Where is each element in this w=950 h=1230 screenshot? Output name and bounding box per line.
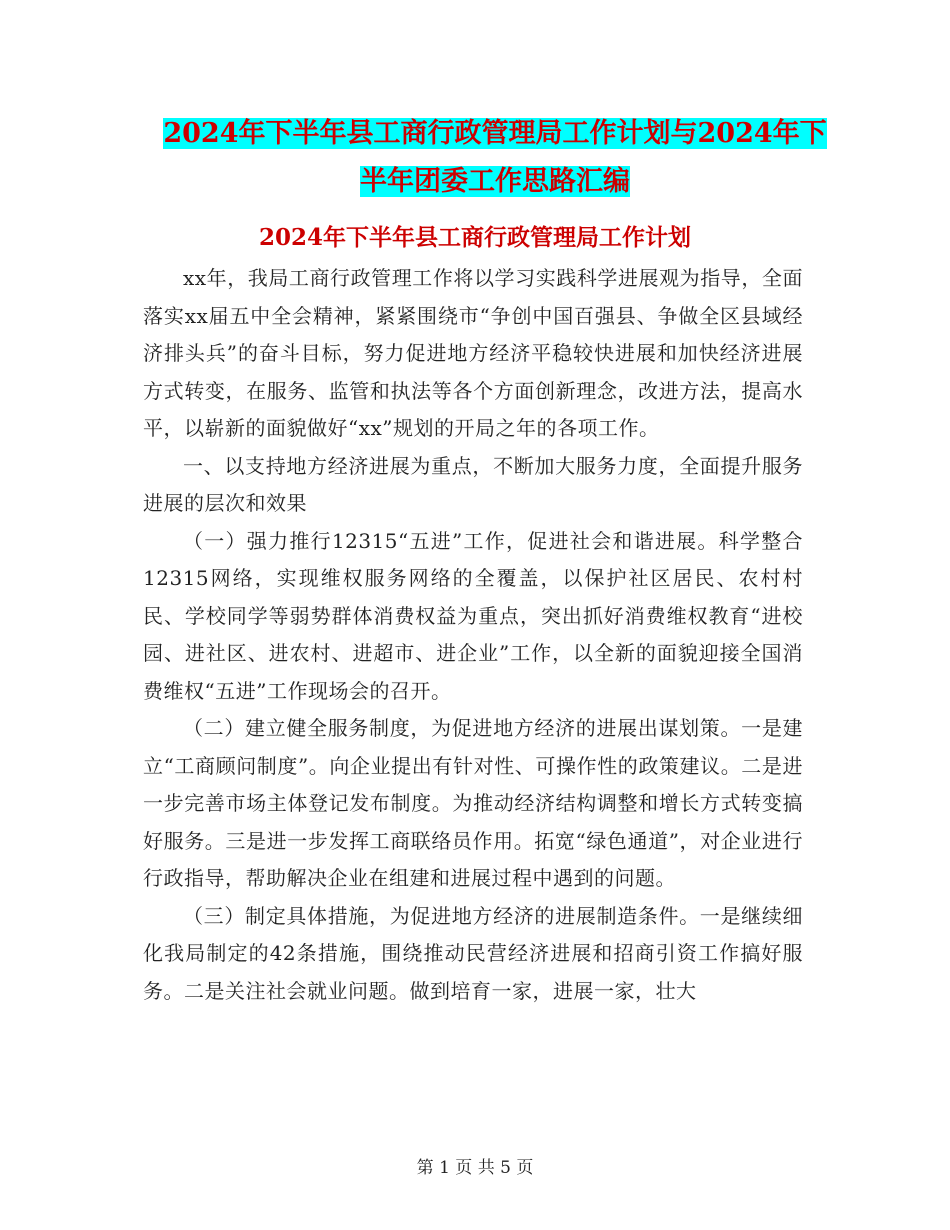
- paragraph-intro: xx年，我局工商行政管理工作将以学习实践科学进展观为指导，全面落实xx届五中全会精神，紧紧围绕市“争创中国百强县、争做全区县域经济排头兵”的奋斗目标，努力促进地方经济平稳较快进展和加快经济进展方式转变，在服务、监管和执法等各个方面创新理念，改进方法，提高水平，以崭新的面貌做好“xx”规划的开局之年的各项工作。: [143, 266, 803, 440]
- document-body: [143, 260, 803, 1010]
- document-title-line-1: 2024年下半年县工商行政管理局工作计划与2024年下: [163, 118, 827, 149]
- document-title-line-2: 半年团委工作思路汇编: [360, 166, 630, 197]
- document-title: [140, 110, 850, 206]
- section-title: 2024年下半年县工商行政管理局工作计划: [258, 224, 691, 251]
- paragraph-heading-1: 一、以支持地方经济进展为重点，不断加大服务力度，全面提升服务进展的层次和效果: [143, 453, 803, 515]
- paragraph-item-3: （三）制定具体措施，为促进地方经济的进展制造条件。一是继续细化我局制定的42条措施，围绕推动民营经济进展和招商引资工作搞好服务。二是关注社会就业问题。做到培育一家，进展一家，壮大: [143, 903, 803, 1003]
- page-footer: 第 1 页 共 5 页: [416, 1158, 534, 1178]
- paragraph-item-2: （二）建立健全服务制度，为促进地方经济的进展出谋划策。一是建立“工商顾问制度”。向企业提出有针对性、可操作性的政策建议。二是进一步完善市场主体登记发布制度。为推动经济结构调整和增长方式转变搞好服务。三是进一步发挥工商联络员作用。拓宽“绿色通道”，对企业进行行政指导，帮助解决企业在组建和进展过程中遇到的问题。: [143, 716, 803, 890]
- paragraph-item-1: （一）强力推行12315“五进”工作，促进社会和谐进展。科学整合12315网络，实现维权服务网络的全覆盖，以保护社区居民、农村村民、学校同学等弱势群体消费权益为重点，突出抓好消费维权教育“进校园、进社区、进农村、进超市、进企业”工作，以全新的面貌迎接全国消费维权“五进”工作现场会的召开。: [143, 528, 803, 703]
